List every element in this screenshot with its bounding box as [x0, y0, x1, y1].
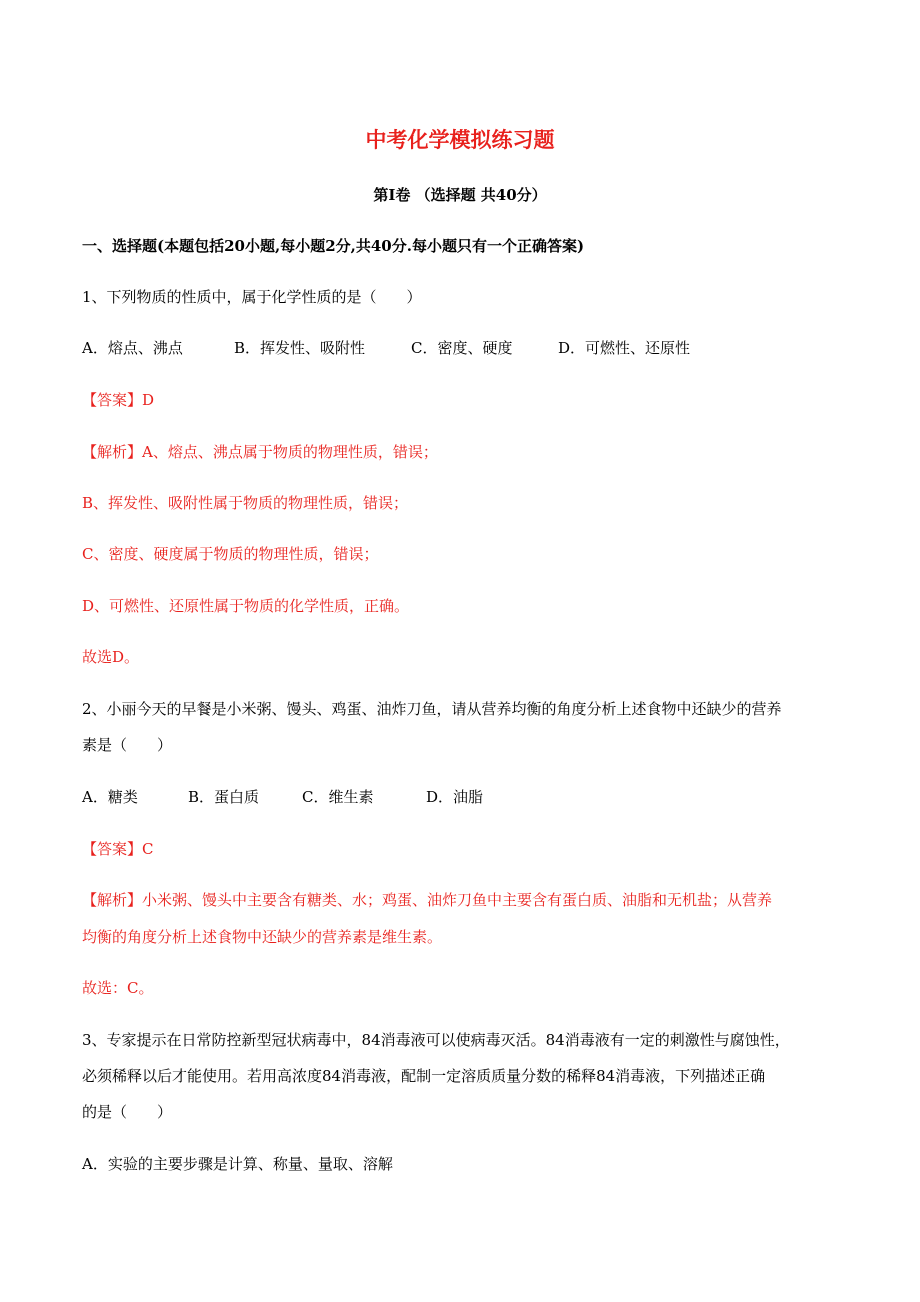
question-2-answer: 【答案】C	[82, 840, 154, 858]
question-1-answer: 【答案】D	[82, 391, 155, 409]
option-d: D．油脂	[426, 788, 484, 806]
question-1-options	[82, 338, 690, 358]
question-3-stem: 的是（ ）	[82, 1103, 173, 1121]
question-2-stem: 素是（ ）	[82, 736, 173, 754]
option-c: C．密度、硬度	[411, 339, 513, 357]
question-2-conclusion: 故选：C。	[82, 979, 154, 997]
question-2-stem: 2、小丽今天的早餐是小米粥、馒头、鸡蛋、油炸刀鱼，请从营养均衡的角度分析上述食物中还缺少的营养	[82, 700, 782, 718]
question-2-options	[82, 787, 483, 807]
question-2-analysis-line: 【解析】小米粥、馒头中主要含有糖类、水；鸡蛋、油炸刀鱼中主要含有蛋白质、油脂和无机盐；从营养	[82, 891, 773, 909]
question-3-stem: 必须稀释以后才能使用。若用高浓度84消毒液，配制一定溶质质量分数的稀释84消毒液，下列描述正确	[82, 1067, 766, 1085]
question-1-stem: 1、下列物质的性质中，属于化学性质的是（ ）	[82, 288, 422, 306]
question-1-analysis-line: C、密度、硬度属于物质的物理性质，错误；	[82, 545, 379, 563]
paper-subtitle: 第Ⅰ卷 （选择题 共40分）	[373, 186, 547, 204]
page-title: 中考化学模拟练习题	[365, 128, 555, 152]
question-1-analysis-line: 【解析】A、熔点、沸点属于物质的物理性质，错误；	[82, 443, 438, 461]
option-c: C．维生素	[302, 788, 374, 806]
option-a: A．熔点、沸点	[82, 339, 183, 357]
section-heading: 一、选择题(本题包括20小题,每小题2分,共40分.每小题只有一个正确答案)	[82, 237, 585, 255]
option-d: D．可燃性、还原性	[558, 339, 691, 357]
question-1-analysis-line: D、可燃性、还原性属于物质的化学性质，正确。	[82, 597, 410, 615]
option-a: A．糖类	[82, 788, 138, 806]
question-2-analysis-line: 均衡的角度分析上述食物中还缺少的营养素是维生素。	[82, 928, 443, 946]
question-3-option-a: A．实验的主要步骤是计算、称量、量取、溶解	[82, 1155, 393, 1173]
question-1-conclusion: 故选D。	[82, 648, 140, 666]
option-b: B．蛋白质	[188, 788, 260, 806]
question-3-stem: 3、专家提示在日常防控新型冠状病毒中，84消毒液可以使病毒灭活。84消毒液有一定的刺激性与腐蚀性，	[82, 1031, 790, 1049]
question-1-analysis-line: B、挥发性、吸附性属于物质的物理性质，错误；	[82, 494, 409, 512]
option-b: B．挥发性、吸附性	[234, 339, 366, 357]
